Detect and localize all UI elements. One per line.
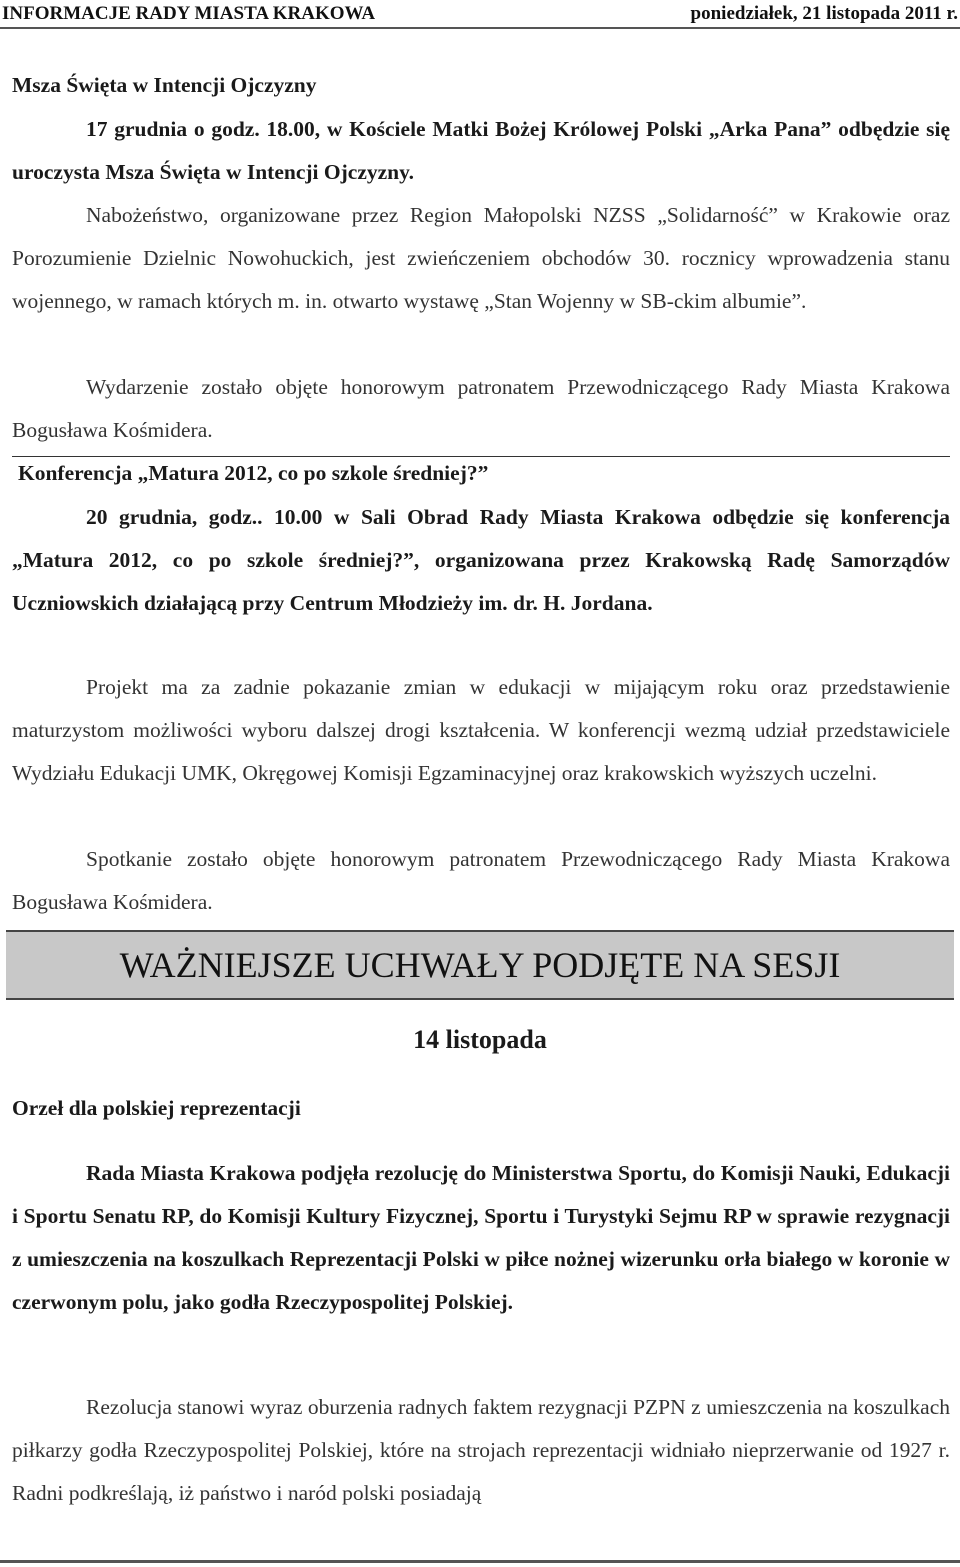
resolutions-banner: WAŻNIEJSZE UCHWAŁY PODJĘTE NA SESJI (6, 930, 954, 1000)
section-title-msza: Msza Święta w Intencji Ojczyzny (12, 73, 317, 97)
section-title-konferencja: Konferencja „Matura 2012, co po szkole średniej?” (18, 461, 489, 485)
konferencja-paragraph-2: Spotkanie zostało objęte honorowym patronatem Przewodniczącego Rady Miasta Krakowa Bogusława Kośmidera. (12, 847, 950, 914)
page-header (0, 0, 960, 27)
orzel-paragraph-1: Rezolucja stanowi wyraz oburzenia radnych faktem rezygnacji PZPN z umieszczenia na koszulkach piłkarzy godła Rzeczypospolitej Polskiej, które na strojach reprezentacji widniało nieprzerwanie od 1927 r. Radni podkreślają, iż państwo i naród polski posiadają (12, 1395, 950, 1505)
msza-paragraph-1: Nabożeństwo, organizowane przez Region Małopolski NZSS „Solidarność” w Krakowie oraz Porozumienie Dzielnic Nowohuckich, jest zwieńczeniem obchodów 30. rocznicy wprowadzenia stanu wojennego, w ramach których m. in. otwarto wystawę „Stan Wojenny w SB-ckim albumie”. (12, 203, 950, 313)
session-date-heading: 14 listopada (413, 1025, 547, 1054)
msza-paragraph-2: Wydarzenie zostało objęte honorowym patronatem Przewodniczącego Rady Miasta Krakowa Bogusława Kośmidera. (12, 375, 950, 442)
header-date: poniedziałek, 21 listopada 2011 r. (690, 2, 958, 24)
konferencja-paragraph-1: Projekt ma za zadnie pokazanie zmian w edukacji w mijającym roku oraz przedstawienie maturzystom możliwości wyboru dalszej drogi kształcenia. W konferencji wezmą udział przedstawiciele Wydziału Edukacji UMK, Okręgowej Komisji Egzaminacyjnej oraz krakowskich wyższych uczelni. (12, 675, 950, 785)
msza-lead: 17 grudnia o godz. 18.00, w Kościele Matki Bożej Królowej Polski „Arka Pana” odbędzie się uroczysta Msza Święta w Intencji Ojczyzny. (12, 117, 950, 184)
header-publication-title: INFORMACJE RADY MIASTA KRAKOWA (2, 2, 376, 24)
section-title-orzel: Orzeł dla polskiej reprezentacji (12, 1096, 301, 1120)
orzel-lead: Rada Miasta Krakowa podjęła rezolucję do Ministerstwa Sportu, do Komisji Nauki, Edukacji i Sportu Senatu RP, do Komisji Kultury Fizycznej, Sportu i Turystyki Sejmu RP w sprawie rezygnacji z umieszczenia na koszulkach Reprezentacji Polski w piłce nożnej wizerunku orła białego w koronie w czerwonym polu, jako godła Rzeczypospolitej Polskiej. (12, 1161, 950, 1314)
header-divider (0, 27, 960, 29)
footer-divider (0, 1560, 960, 1563)
konferencja-lead: 20 grudnia, godz.. 10.00 w Sali Obrad Rady Miasta Krakowa odbędzie się konferencja „Matura 2012, co po szkole średniej?”, organizowana przez Krakowską Radę Samorządów Uczniowskich działającą przy Centrum Młodzieży im. dr. H. Jordana. (12, 505, 950, 615)
